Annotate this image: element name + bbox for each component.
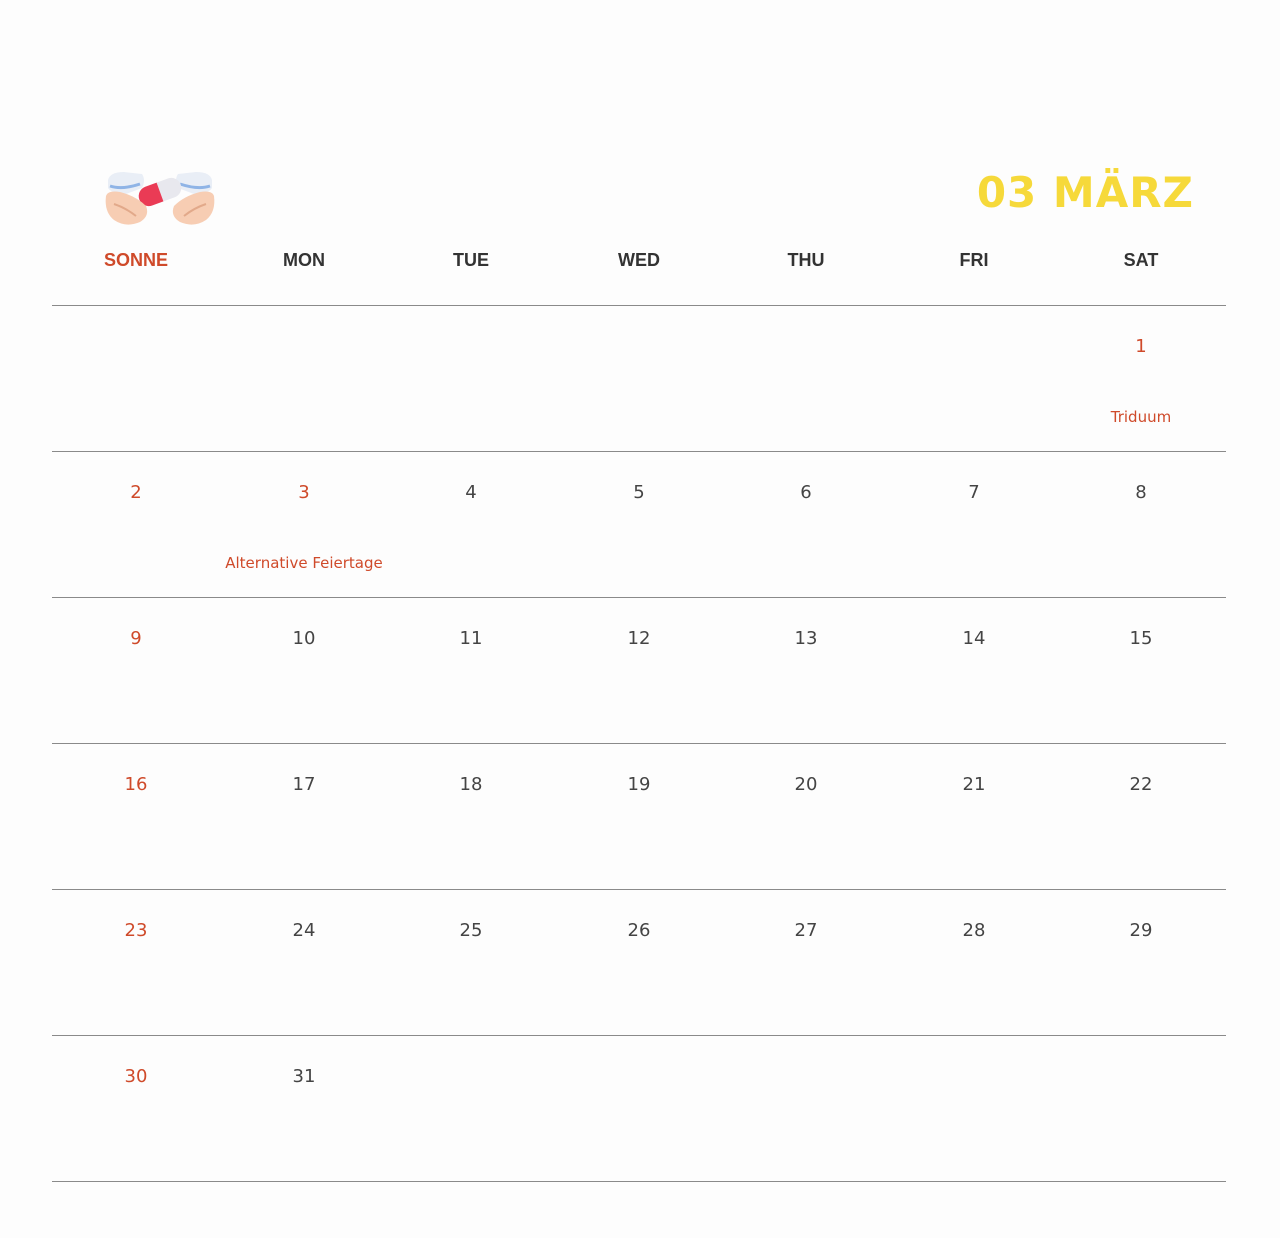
day-cell[interactable] — [722, 890, 890, 1035]
day-cell — [722, 1036, 890, 1181]
day-cell — [555, 1036, 723, 1181]
day-cell[interactable] — [555, 598, 723, 743]
month-title: 03 MÄRZ — [976, 168, 1194, 217]
day-cell[interactable] — [890, 744, 1058, 889]
day-cell — [1057, 1036, 1225, 1181]
day-cell — [220, 306, 388, 451]
day-number: 12 — [627, 628, 651, 649]
day-cell[interactable] — [220, 452, 388, 597]
day-number: 1 — [1135, 336, 1147, 357]
day-cell[interactable] — [387, 452, 555, 597]
day-number: 2 — [130, 482, 142, 503]
day-number: 19 — [627, 774, 651, 795]
day-number: 23 — [124, 920, 148, 941]
day-number: 20 — [794, 774, 818, 795]
weekday-header-row — [52, 250, 1226, 280]
day-cell[interactable] — [890, 452, 1058, 597]
day-event-label: Alternative Feiertage — [225, 554, 383, 572]
weekday-saturday: SAT — [1123, 250, 1159, 270]
day-cell[interactable] — [52, 598, 220, 743]
day-cell[interactable] — [387, 598, 555, 743]
day-number: 7 — [968, 482, 980, 503]
day-cell — [555, 306, 723, 451]
day-number: 26 — [627, 920, 651, 941]
hands-with-capsule-icon — [102, 166, 218, 230]
day-cell[interactable] — [555, 890, 723, 1035]
weekday-friday: FRI — [959, 250, 989, 270]
day-cell[interactable] — [555, 744, 723, 889]
day-cell[interactable] — [220, 890, 388, 1035]
calendar-grid — [52, 305, 1226, 1182]
weekday-sunday: SONNE — [103, 250, 168, 270]
day-cell[interactable] — [722, 744, 890, 889]
day-number: 5 — [633, 482, 645, 503]
day-cell[interactable] — [220, 744, 388, 889]
day-cell[interactable] — [1057, 306, 1225, 451]
day-cell[interactable] — [1057, 598, 1225, 743]
day-cell[interactable] — [1057, 452, 1225, 597]
day-event-label: Triduum — [1110, 408, 1172, 426]
day-number: 22 — [1129, 774, 1153, 795]
day-number: 8 — [1135, 482, 1147, 503]
week-row — [52, 889, 1226, 1035]
day-cell[interactable] — [1057, 890, 1225, 1035]
day-cell[interactable] — [555, 452, 723, 597]
day-cell[interactable] — [890, 890, 1058, 1035]
day-cell[interactable] — [722, 598, 890, 743]
day-cell — [387, 306, 555, 451]
day-number: 25 — [459, 920, 483, 941]
day-number: 24 — [292, 920, 316, 941]
day-number: 10 — [292, 628, 316, 649]
day-cell[interactable] — [1057, 744, 1225, 889]
day-cell — [890, 306, 1058, 451]
day-cell[interactable] — [52, 452, 220, 597]
day-cell[interactable] — [220, 598, 388, 743]
day-number: 9 — [130, 628, 142, 649]
day-number: 21 — [962, 774, 986, 795]
day-number: 3 — [298, 482, 310, 503]
weekday-wednesday: WED — [618, 250, 660, 270]
day-number: 15 — [1129, 628, 1153, 649]
day-number: 14 — [962, 628, 986, 649]
week-row — [52, 451, 1226, 597]
day-cell[interactable] — [890, 598, 1058, 743]
day-number: 17 — [292, 774, 316, 795]
weekday-tuesday: TUE — [453, 250, 489, 270]
day-cell[interactable] — [52, 890, 220, 1035]
day-cell — [890, 1036, 1058, 1181]
day-number: 18 — [459, 774, 483, 795]
day-cell[interactable] — [220, 1036, 388, 1181]
day-number: 4 — [465, 482, 477, 503]
day-cell — [52, 306, 220, 451]
week-row — [52, 1035, 1226, 1182]
day-cell[interactable] — [52, 744, 220, 889]
week-row — [52, 743, 1226, 889]
day-number: 29 — [1129, 920, 1153, 941]
day-number: 27 — [794, 920, 818, 941]
day-number: 30 — [124, 1066, 148, 1087]
day-number: 6 — [800, 482, 812, 503]
weekday-thursday: THU — [787, 250, 825, 270]
week-row — [52, 305, 1226, 451]
weekday-monday: MON — [283, 250, 325, 270]
week-row — [52, 597, 1226, 743]
day-cell — [387, 1036, 555, 1181]
day-number: 16 — [124, 774, 148, 795]
day-cell[interactable] — [387, 744, 555, 889]
day-number: 13 — [794, 628, 818, 649]
day-cell[interactable] — [52, 1036, 220, 1181]
day-cell — [722, 306, 890, 451]
day-cell[interactable] — [387, 890, 555, 1035]
day-cell[interactable] — [722, 452, 890, 597]
day-number: 11 — [459, 628, 483, 649]
day-number: 28 — [962, 920, 986, 941]
day-number: 31 — [292, 1066, 316, 1087]
